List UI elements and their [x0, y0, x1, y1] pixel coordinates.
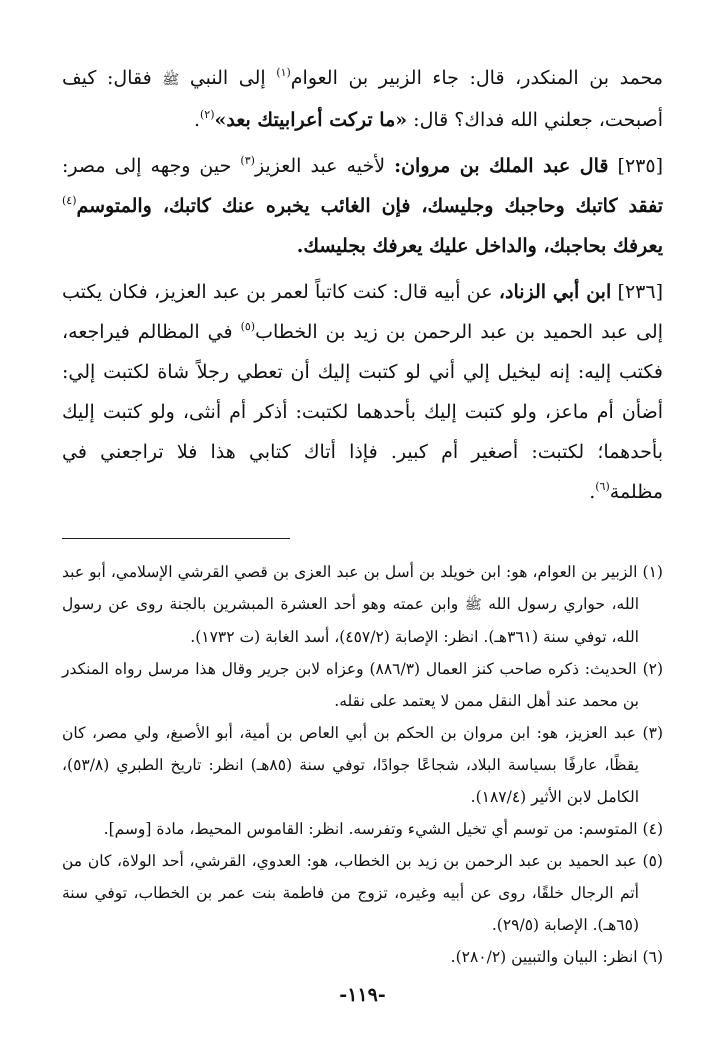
footnote-ref: (٣): [240, 154, 255, 167]
footnote-text: انظر: البيان والتبيين (٢٨٠/٢).: [450, 948, 638, 966]
footnote-text: المتوسم: من توسم أي تخيل الشيء وتفرسه. انظر: القاموس المحيط، مادة [وسم].: [103, 820, 638, 838]
text-run: في المظالم فيراجعه، فكتب إليه: إنه ليخيل إلي أني لو كتبت إليك أن تعطي رجلاً شاة لكتبت إلي: أضأن أم ماعز، ولو كتبت إليك بأحدهما لكتبت: أذكر أم أنثى، ولو كتبت إليك بأحدهما؛ لكتبت: أصغير أم كبير. فإذا أتاك كتابي هذا فلا تراجعني في مظلمة: [62, 321, 663, 503]
footnote-4: [62, 813, 663, 845]
footnote-3: [62, 717, 663, 813]
footnote-text: الحديث: ذكره صاحب كنز العمال (٨٨٦/٣) وعزاه لابن جرير وقال هذا مرسل رواه المنكدر بن محمد عند أهل النقل ممن لا يعتمد على نقله.: [62, 660, 639, 710]
footnote-text: عبد الحميد بن عبد الرحمن بن زيد بن الخطاب، هو: العدوي، القرشي، أحد الولاة، كان من أتم الرجال خلقًا، روى عن أبيه وغيره، تزوج من فاطمة بنت عمر بن الخطاب، توفي سنة (٦٥هـ). الإصابة (٢٩/٥).: [62, 852, 639, 934]
entry-number: [٢٣٥]: [617, 155, 663, 177]
footnote-ref: (٤): [62, 194, 77, 207]
footnote-ref: (١): [276, 66, 291, 79]
text-run: عن أبيه قال: كنت كاتباً لعمر بن عبد العزيز، فكان يكتب إلى عبد الحميد بن عبد الرحمن بن زيد بن الخطاب: [62, 281, 663, 343]
text-run: يعرفك بحاجبك، والداخل عليك يعرفك بجليسك.: [296, 235, 663, 257]
main-text: [62, 58, 663, 518]
paragraph-1: [62, 58, 663, 140]
text-run: إلى النبي: [179, 67, 277, 89]
paragraph-235: [62, 146, 663, 266]
text-run: .: [193, 109, 200, 131]
footnote-number: (٦): [642, 948, 663, 966]
footnote-ref: (٦): [595, 480, 610, 493]
entry-title: قال عبد الملك بن مروان:: [394, 155, 609, 177]
text-run: فقال: كيف أصبحت، جعلني الله فداك؟ قال:: [62, 67, 663, 131]
paragraph-236: [62, 272, 663, 512]
footnote-5: [62, 845, 663, 941]
text-run: حين وجهه إلى مصر:: [62, 155, 241, 177]
pbuh-glyph: ﷺ: [162, 72, 180, 88]
quote: «ما تركت أعرابيتك بعد»: [214, 109, 408, 131]
footnote-number: (٢): [642, 660, 664, 678]
text-run: لأخيه عبد العزيز: [254, 155, 395, 177]
footnote-number: (٣): [642, 724, 663, 742]
footnote-separator: [62, 538, 290, 539]
footnote-number: (٥): [642, 852, 663, 870]
footnote-ref: (٢): [200, 108, 215, 121]
text-run: تفقد كاتبك وحاجبك وجليسك، فإن الغائب يخبره عنك كاتبك، والمتوسم: [76, 195, 663, 217]
footnotes: [62, 556, 663, 973]
entry-title: ابن أبي الزناد،: [498, 281, 612, 303]
footnote-number: (٤): [642, 820, 663, 838]
footnote-text: الزبير بن العوام، هو: ابن خويلد بن أسل بن عبد العزى بن قصي القرشي الإسلامي، أبو عبد الله، حواري رسول الله: [62, 563, 640, 613]
entry-number: [٢٣٦]: [617, 281, 663, 303]
footnote-1: [62, 556, 663, 653]
text-run: محمد بن المنكدر، قال: جاء الزبير بن العوام: [290, 67, 664, 89]
footnote-text: وابن عمته وهو أحد العشرة المبشرين بالجنة روى عن رسول الله، توفي سنة (٣٦١هـ). انظر: الإصابة (٤٥٧/٢)، أسد الغابة (ت ١٧٣٢).: [62, 595, 639, 646]
text-run: .: [589, 481, 596, 503]
pbuh-glyph: ﷺ: [464, 597, 482, 613]
footnote-text: عبد العزيز، هو: ابن مروان بن الحكم بن أبي العاص بن أمية، أبو الأصبغ، ولي مصر، كان يقظًا، عارفًا بسياسة البلاد، شجاعًا جوادًا، توفي سنة (٨٥هـ) انظر: تاريخ الطبري (٥٣/٨)، الكامل لابن الأثير (١٨٧/٤).: [62, 724, 639, 806]
footnote-6: [62, 941, 663, 973]
footnote-number: (١): [642, 563, 663, 581]
footnote-ref: (٥): [240, 320, 256, 333]
page-number: -١١٩-: [339, 984, 386, 1006]
footnote-2: [62, 653, 663, 717]
